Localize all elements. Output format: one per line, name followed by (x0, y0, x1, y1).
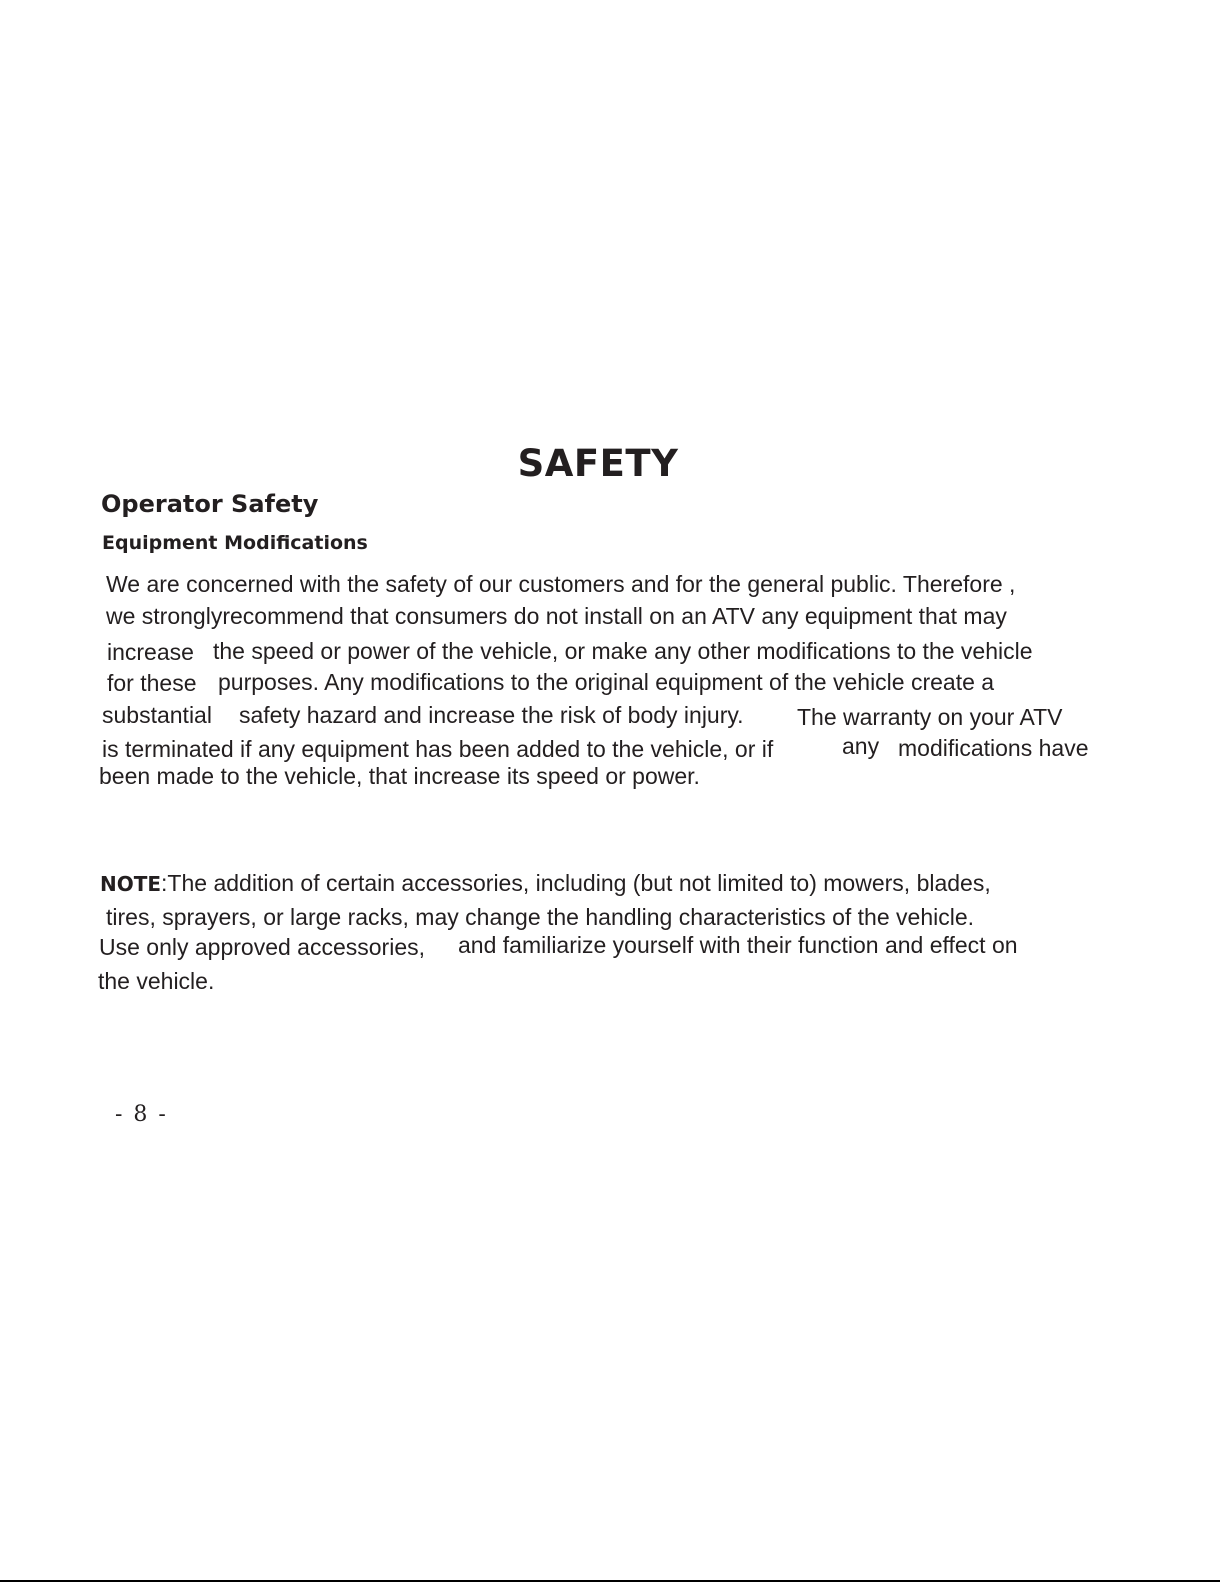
note-line (100, 869, 991, 898)
paragraph-line: We are concerned with the safety of our customers and for the general public. Therefore , (106, 571, 1016, 597)
paragraph-line: been made to the vehicle, that increase its speed or power. (99, 763, 700, 789)
paragraph-line: the speed or power of the vehicle, or make any other modifications to the vehicle (213, 638, 1033, 664)
note-line: and familiarize yourself with their function and effect on (458, 932, 1018, 958)
paragraph-line: modifications have (898, 735, 1089, 761)
note-line: tires, sprayers, or large racks, may change the handling characteristics of the vehicle. (106, 904, 975, 930)
paragraph-line: The warranty on your ATV (797, 704, 1063, 730)
paragraph-line: substantial (102, 702, 212, 728)
note-line: the vehicle. (98, 968, 215, 994)
paragraph-line: any (842, 733, 880, 759)
paragraph-line: for these (107, 670, 197, 696)
bottom-rule (0, 1580, 1220, 1582)
section-heading: Operator Safety (101, 490, 319, 518)
paragraph-line: purposes. Any modifications to the original equipment of the vehicle create a (218, 669, 995, 695)
paragraph-line: we stronglyrecommend that consumers do not install on an ATV any equipment that may (106, 603, 1007, 629)
paragraph-line: increase (107, 639, 194, 665)
note-line: Use only approved accessories, (99, 934, 425, 960)
paragraph-line: safety hazard and increase the risk of body injury. (239, 702, 744, 728)
page-title: SAFETY (517, 442, 679, 485)
subsection-heading: Equipment Modifications (102, 532, 368, 554)
note-text: :The addition of certain accessories, including (but not limited to) mowers, blades, (161, 870, 991, 896)
note-label: NOTE (100, 872, 162, 896)
page-number: - 8 - (115, 1102, 168, 1127)
paragraph-line: is terminated if any equipment has been added to the vehicle, or if (102, 736, 774, 762)
